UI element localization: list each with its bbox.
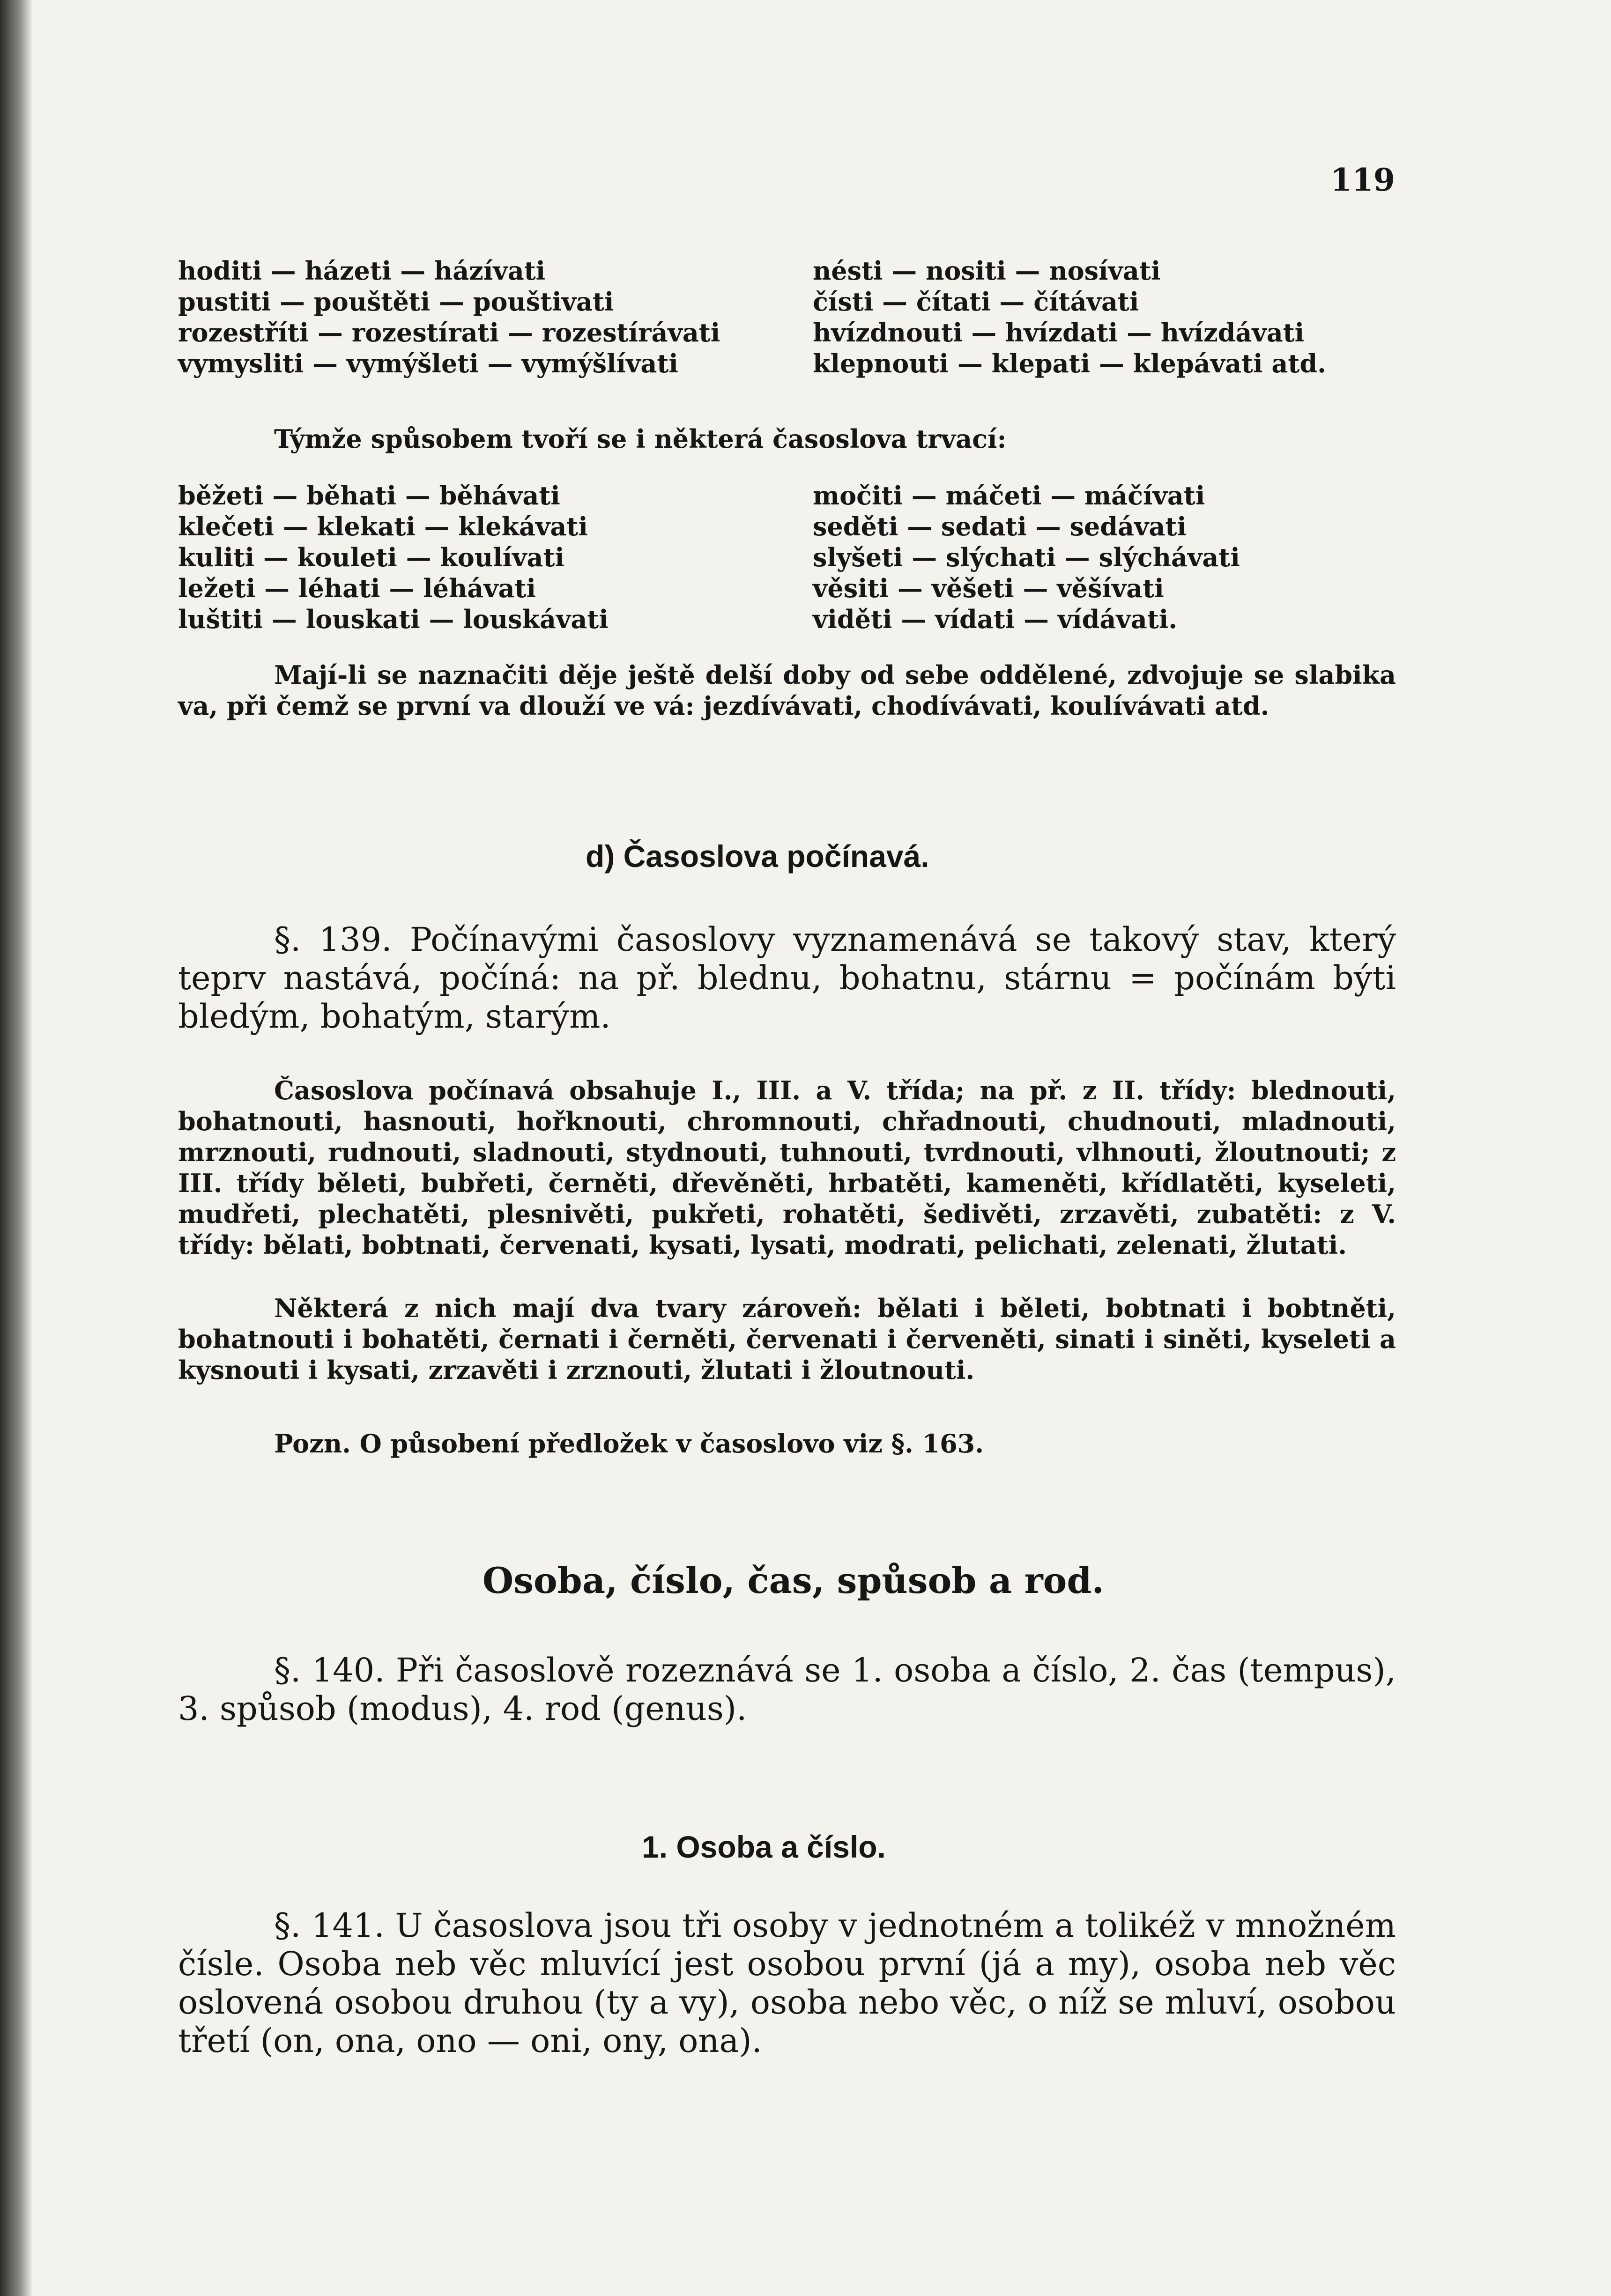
list-item: vymysliti — vymýšleti — vymýšlívati (178, 348, 678, 378)
paragraph-141: §. 141. U časoslova jsou tři osoby v jednotném a tolikéž v množném čísle. Osoba neb věc mluvící jest osobou první (já a my), osoba neb věc oslovená osobou druhou (ty a vy), osoba nebo věc, o níž se mluví, osobou třetí (on, ona, ono — oni, ony, ona). (178, 1906, 1396, 2060)
durative-intro: Týmže spůsobem tvoří se i některá časoslova trvací: (274, 424, 1007, 454)
list-item: věsiti — věšeti — věšívati (813, 573, 1164, 603)
list-item: hvízdnouti — hvízdati — hvízdávati (813, 318, 1305, 348)
list-item: luštiti — louskati — louskávati (178, 604, 609, 634)
page-binding-shadow (0, 0, 33, 2296)
list-item: kuliti — kouleti — koulívati (178, 542, 564, 572)
list-item: klečeti — klekati — klekávati (178, 511, 588, 541)
verb-list-top-left (178, 255, 720, 379)
verb-list-durative-right (813, 480, 1240, 635)
note: Pozn. O působení předložek v časoslovo viz §. 163. (274, 1429, 984, 1459)
two-forms-paragraph: Některá z nich mají dva tvary zároveň: bělati i běleti, bobtnati i bobtněti, bohatnouti i bohatěti, černati i černěti, červenati i červeněti, sinati i siněti, kyseleti a kysnouti i kysati, zrzavěti i zrznouti, žlutati i žloutnouti. (178, 1293, 1396, 1385)
verb-list-top-right (813, 255, 1326, 379)
list-item: seděti — sedati — sedávati (813, 511, 1187, 541)
list-item: nésti — nositi — nosívati (813, 256, 1161, 286)
doubling-paragraph: Mají-li se naznačiti děje ještě delší doby od sebe oddělené, zdvojuje se slabika va, při čemž se první va dlouží ve vá: jezdívávati, chodívávati, koulívávati atd. (178, 660, 1396, 721)
list-item: rozestříti — rozestírati — rozestírávati (178, 318, 720, 348)
list-item: čísti — čítati — čítávati (813, 287, 1139, 317)
paragraph-140: §. 140. Při časoslově rozeznává se 1. osoba a číslo, 2. čas (tempus), 3. spůsob (modus), 4. rod (genus). (178, 1651, 1396, 1728)
list-item: hoditi — házeti — házívati (178, 256, 546, 286)
page-number: 119 (1330, 162, 1395, 198)
list-item: ležeti — léhati — léhávati (178, 573, 536, 603)
list-item: močiti — máčeti — máčívati (813, 481, 1205, 511)
list-item: běžeti — běhati — běhávati (178, 481, 560, 511)
verb-list-durative-left (178, 480, 609, 635)
paragraph-139: §. 139. Počínavými časoslovy vyznamenává se takový stav, který teprv nastává, počíná: na př. blednu, bohatnu, stárnu = počínám býti bledým, bohatým, starým. (178, 920, 1396, 1036)
list-item: viděti — vídati — vídávati. (813, 604, 1178, 634)
main-section-heading: Osoba, číslo, čas, spůsob a rod. (483, 1560, 1104, 1601)
inchoative-classes-paragraph: Časoslova počínavá obsahuje I., III. a V. třída; na př. z II. třídy: blednouti, bohatnouti, hasnouti, hořknouti, chromnouti, chřadnouti, chudnouti, mladnouti, mrznouti, rudnouti, sladnouti, stydnouti, tuhnouti, tvrdnouti, vlhnouti, žloutnouti; z III. třídy běleti, bubřeti, černěti, dřevěněti, hrbatěti, kameněti, křídlatěti, kyseleti, mudřeti, plechatěti, plesnivěti, pukřeti, rohatěti, šedivěti, zrzavěti, zubatěti: z V. třídy: bělati, bobtnati, červenati, kysati, lysati, modrati, pelichati, zelenati, žlutati. (178, 1075, 1396, 1260)
subsection-heading: 1. Osoba a číslo. (642, 1829, 886, 1864)
section-d-heading: d) Časoslova počínavá. (586, 839, 929, 874)
list-item: slyšeti — slýchati — slýchávati (813, 542, 1240, 572)
list-item: klepnouti — klepati — klepávati atd. (813, 348, 1326, 378)
list-item: pustiti — pouštěti — pouštivati (178, 287, 614, 317)
